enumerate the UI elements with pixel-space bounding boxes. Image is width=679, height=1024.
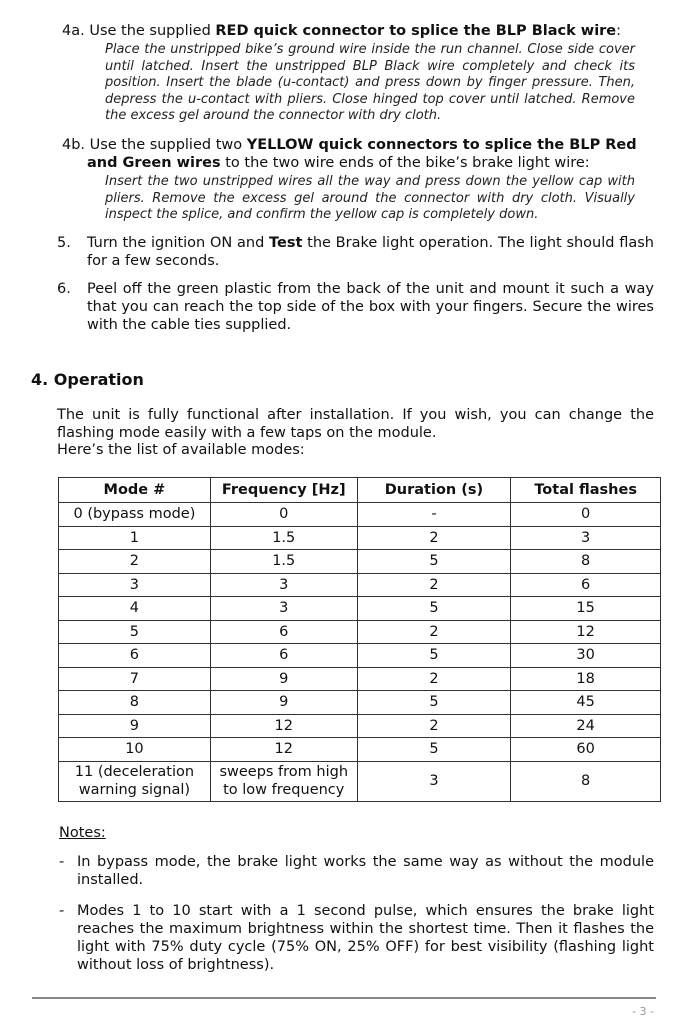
section-heading-operation: 4. Operation: [31, 370, 144, 389]
step-4b-suffix: to the two wire ends of the bike’s brake light wire:: [220, 155, 590, 171]
cell-mode: 4: [59, 597, 211, 621]
table-row: [59, 761, 661, 801]
cell-mode: 7: [59, 667, 211, 691]
cell-total: 12: [511, 620, 661, 644]
notes-title: Notes:: [59, 825, 106, 841]
cell-frequency: 1.5: [210, 550, 357, 574]
cell-frequency: 9: [210, 691, 357, 715]
table-row: [59, 573, 661, 597]
cell-total: 3: [511, 526, 661, 550]
cell-mode: 8: [59, 691, 211, 715]
cell-frequency: 9: [210, 667, 357, 691]
table-row: [59, 738, 661, 762]
step-4b-prefix: 4b. Use the supplied two: [62, 137, 247, 153]
step-5-suffix: the Brake light operation. The light should flash for a few seconds.: [87, 235, 654, 269]
cell-duration: 2: [357, 714, 511, 738]
bullet-dash: -: [59, 854, 65, 870]
step-4b: [62, 136, 654, 224]
table-row: [59, 667, 661, 691]
step-4b-detail: Insert the two unstripped wires all the way and press down the yellow cap with pliers. Remove the excess gel around the connector with dry cloth. Visually inspect the splice, and confirm the yellow cap is completely down.: [105, 174, 635, 222]
note-item: [59, 902, 654, 974]
step-4a-prefix: 4a. Use the supplied: [62, 23, 216, 39]
cell-duration: 3: [357, 761, 511, 801]
cell-duration: 5: [357, 550, 511, 574]
note-text: Modes 1 to 10 start with a 1 second pulse, which ensures the brake light reaches the maximum brightness within the shortest time. Then it flashes the light with 75% duty cycle (75% ON, 25% OFF) for best visibility (flashing light without loss of brightness).: [77, 903, 654, 973]
step-6-text: Peel off the green plastic from the back of the unit and mount it such a way that you can reach the top side of the box with your fingers. Secure the wires with the cable ties supplied.: [87, 281, 654, 333]
step-4b-bold: YELLOW quick connectors to splice the BLP Red and Green wires: [87, 137, 637, 171]
cell-frequency: 3: [210, 597, 357, 621]
header-total-flashes: Total flashes: [511, 478, 661, 503]
step-5: [57, 234, 654, 270]
table-row: [59, 526, 661, 550]
cell-mode: 1: [59, 526, 211, 550]
table-row: [59, 691, 661, 715]
table-row: [59, 620, 661, 644]
header-mode: Mode #: [59, 478, 211, 503]
table-row: [59, 597, 661, 621]
cell-frequency: 3: [210, 573, 357, 597]
header-duration: Duration (s): [357, 478, 511, 503]
cell-frequency: 12: [210, 738, 357, 762]
cell-mode: 3: [59, 573, 211, 597]
cell-total: 0: [511, 503, 661, 527]
cell-mode: 5: [59, 620, 211, 644]
cell-total: 8: [511, 550, 661, 574]
step-5-prefix: Turn the ignition ON and: [87, 235, 270, 251]
cell-duration: 2: [357, 526, 511, 550]
cell-total: 60: [511, 738, 661, 762]
step-4a-suffix: :: [616, 23, 622, 39]
note-item: [59, 853, 654, 889]
cell-frequency: 0: [210, 503, 357, 527]
step-6: [57, 280, 654, 334]
cell-duration: -: [357, 503, 511, 527]
step-4a-detail: Place the unstripped bike’s ground wire inside the run channel. Close side cover until latched. Insert the unstripped BLP Black wire completely and check its position. Insert the blade (u-contact) and press down by finger pressure. Then, depress the u-contact with pliers. Close hinged top cover until latched. Remove the excess gel around the connector with dry cloth.: [105, 42, 635, 123]
table-row: [59, 714, 661, 738]
cell-mode: 0 (bypass mode): [59, 503, 211, 527]
cell-total: 8: [511, 761, 661, 801]
footer-divider: [32, 997, 656, 999]
cell-total: 30: [511, 644, 661, 668]
cell-duration: 2: [357, 667, 511, 691]
page-number: - 3 -: [632, 1005, 654, 1018]
table-row: [59, 644, 661, 668]
cell-duration: 5: [357, 597, 511, 621]
bullet-dash: -: [59, 903, 65, 919]
cell-frequency: 6: [210, 620, 357, 644]
note-text: In bypass mode, the brake light works the same way as without the module installed.: [77, 854, 654, 888]
modes-table: [58, 477, 661, 802]
step-5-number: 5.: [57, 235, 71, 251]
operation-intro: [57, 407, 654, 460]
cell-duration: 5: [357, 644, 511, 668]
table-header-row: [59, 478, 661, 503]
operation-intro-text: The unit is fully functional after installation. If you wish, you can change the flashing mode easily with a few taps on the module.: [57, 407, 654, 441]
step-6-number: 6.: [57, 281, 71, 297]
cell-duration: 2: [357, 573, 511, 597]
cell-duration: 5: [357, 691, 511, 715]
cell-mode: 9: [59, 714, 211, 738]
cell-frequency: 6: [210, 644, 357, 668]
cell-mode: 2: [59, 550, 211, 574]
cell-total: 6: [511, 573, 661, 597]
cell-frequency: sweeps from high to low frequency: [210, 761, 357, 801]
cell-frequency: 1.5: [210, 526, 357, 550]
cell-duration: 5: [357, 738, 511, 762]
step-4a-bold: RED quick connector to splice the BLP Black wire: [215, 23, 617, 39]
cell-mode: 6: [59, 644, 211, 668]
cell-total: 15: [511, 597, 661, 621]
table-row: [59, 550, 661, 574]
cell-duration: 2: [357, 620, 511, 644]
cell-frequency: 12: [210, 714, 357, 738]
step-4a: [62, 22, 654, 125]
step-5-bold: Test: [269, 235, 303, 251]
header-frequency: Frequency [Hz]: [210, 478, 357, 503]
cell-total: 18: [511, 667, 661, 691]
table-row: [59, 503, 661, 527]
cell-total: 45: [511, 691, 661, 715]
cell-total: 24: [511, 714, 661, 738]
cell-mode: 11 (deceleration warning signal): [59, 761, 211, 801]
operation-list-intro: Here’s the list of available modes:: [57, 442, 305, 458]
cell-mode: 10: [59, 738, 211, 762]
